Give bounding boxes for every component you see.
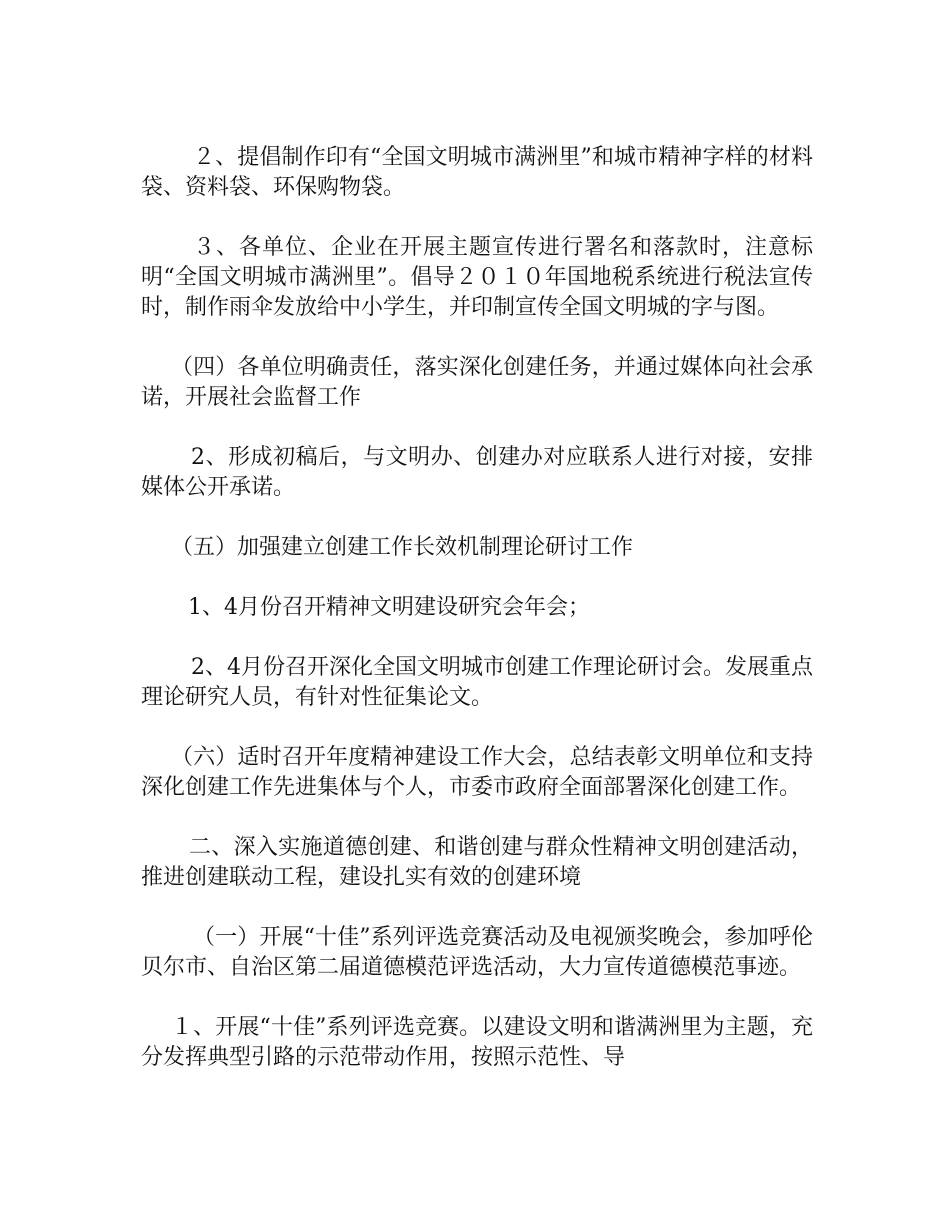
paragraph-4: 2、形成初稿后，与文明办、创建办对应联系人进行对接，安排媒体公开承诺。 — [141, 445, 813, 500]
paragraph-2: ３、各单位、企业在开展主题宣传进行署名和落款时，注意标明“全国文明城市满洲里”。倡导２０１０年国地税系统进行税法宣传时，制作雨伞发放给中小学生，并印制宣传全国文明城的字与图。 — [141, 235, 813, 320]
paragraph-6: 1、4月份召开精神文明建设研究会年会； — [188, 595, 590, 620]
paragraph-3: （四）各单位明确责任，落实深化创建任务，并通过媒体向社会承诺，开展社会监督工作 — [141, 355, 813, 410]
paragraph-11: １、开展“十佳”系列评选竞赛。以建设文明和谐满洲里为主题，充分发挥典型引路的示范带动作用，按照示范性、导 — [141, 1015, 813, 1070]
paragraph-1: ２、提倡制作印有“全国文明城市满洲里”和城市精神字样的材料袋、资料袋、环保购物袋。 — [141, 145, 813, 200]
paragraph-8: （六）适时召开年度精神建设工作大会，总结表彰文明单位和支持深化创建工作先进集体与个人，市委市政府全面部署深化创建工作。 — [141, 745, 813, 800]
paragraph-10: （一）开展“十佳”系列评选竞赛活动及电视颁奖晚会，参加呼伦贝尔市、自治区第二届道德模范评选活动，大力宣传道德模范事迹。 — [141, 925, 813, 980]
paragraph-7: 2、4月份召开深化全国文明城市创建工作理论研讨会。发展重点理论研究人员，有针对性征集论文。 — [141, 655, 813, 710]
paragraph-9: 二、深入实施道德创建、和谐创建与群众性精神文明创建活动，推进创建联动工程，建设扎实有效的创建环境 — [141, 835, 813, 890]
document-body — [141, 143, 813, 1103]
paragraph-5: （五）加强建立创建工作长效机制理论研讨工作 — [171, 535, 634, 560]
